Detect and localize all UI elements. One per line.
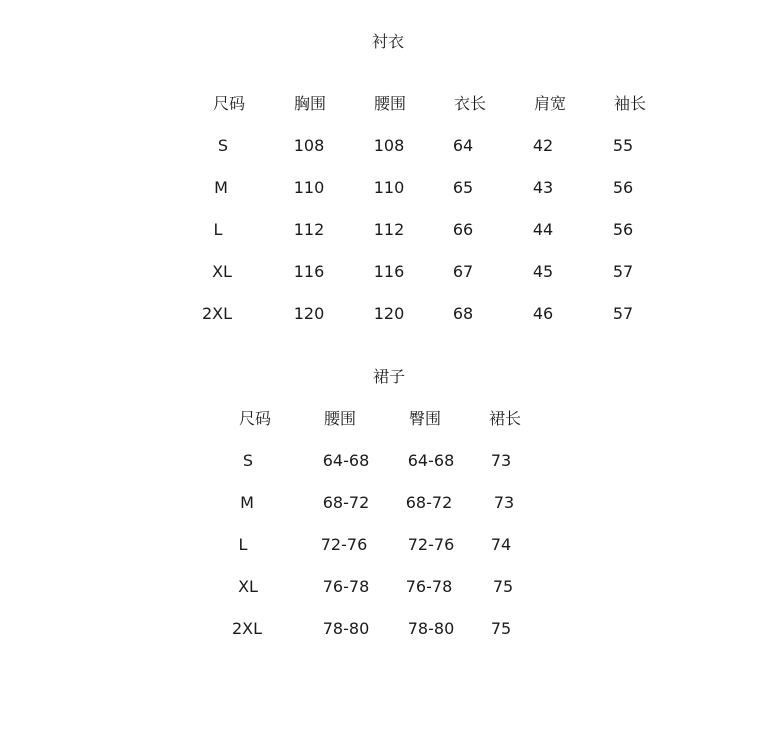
skirt-header-cell: 裙长 <box>488 409 522 428</box>
skirt-table-cell: 2XL <box>231 619 263 638</box>
shirt-table-cell: S <box>217 136 229 155</box>
skirt-header-cell: 臀围 <box>408 409 442 428</box>
shirt-table-cell: 2XL <box>201 304 233 323</box>
shirt-table-cell: 110 <box>293 178 325 197</box>
shirt-header-cell: 肩宽 <box>533 94 567 113</box>
shirt-table-cell: 110 <box>373 178 405 197</box>
shirt-header-cell: 胸围 <box>293 94 327 113</box>
shirt-table-cell: L <box>213 220 223 239</box>
skirt-table-cell: 64-68 <box>407 451 455 470</box>
shirt-table-cell: 112 <box>373 220 405 239</box>
shirt-table-cell: M <box>214 178 228 197</box>
shirt-header-cell: 腰围 <box>373 94 407 113</box>
skirt-table-cell: M <box>240 493 254 512</box>
shirt-table-cell: 112 <box>293 220 325 239</box>
shirt-table-cell: 56 <box>612 178 634 197</box>
shirt-table-cell: 64 <box>452 136 474 155</box>
shirt-table-cell: 46 <box>532 304 554 323</box>
skirt-table-title: 裙子 <box>373 367 406 386</box>
shirt-header-cell: 尺码 <box>212 94 246 113</box>
skirt-table-cell: 76-78 <box>322 577 370 596</box>
shirt-table-cell: 108 <box>293 136 325 155</box>
shirt-table-cell: 120 <box>373 304 405 323</box>
skirt-table-cell: XL <box>238 577 258 596</box>
skirt-table-cell: 74 <box>490 535 512 554</box>
skirt-table-cell: 78-80 <box>407 619 455 638</box>
skirt-table-cell: 68-72 <box>322 493 370 512</box>
shirt-table-cell: 57 <box>612 262 634 281</box>
shirt-header-cell: 衣长 <box>453 94 487 113</box>
shirt-table-cell: 108 <box>373 136 405 155</box>
skirt-table-cell: 76-78 <box>405 577 453 596</box>
shirt-header-cell: 袖长 <box>613 94 647 113</box>
skirt-table-cell: 72-76 <box>407 535 455 554</box>
skirt-table-cell: 64-68 <box>322 451 370 470</box>
skirt-table-cell: 73 <box>490 451 512 470</box>
shirt-table-cell: 66 <box>452 220 474 239</box>
shirt-table-cell: 65 <box>452 178 474 197</box>
skirt-table-cell: 68-72 <box>405 493 453 512</box>
shirt-table-cell: 116 <box>293 262 325 281</box>
shirt-table-cell: 44 <box>532 220 554 239</box>
shirt-table-cell: 42 <box>532 136 554 155</box>
shirt-table-cell: 57 <box>612 304 634 323</box>
shirt-table-cell: XL <box>212 262 232 281</box>
shirt-table-title: 衬衣 <box>372 32 405 51</box>
shirt-table-cell: 56 <box>612 220 634 239</box>
shirt-table-cell: 68 <box>452 304 474 323</box>
skirt-table-cell: 75 <box>490 619 512 638</box>
shirt-table-cell: 120 <box>293 304 325 323</box>
skirt-header-cell: 腰围 <box>323 409 357 428</box>
skirt-table-cell: 72-76 <box>320 535 368 554</box>
skirt-table-cell: 73 <box>493 493 515 512</box>
skirt-table-cell: 75 <box>492 577 514 596</box>
skirt-header-cell: 尺码 <box>238 409 272 428</box>
skirt-table-cell: L <box>238 535 248 554</box>
shirt-table-cell: 43 <box>532 178 554 197</box>
skirt-table-cell: 78-80 <box>322 619 370 638</box>
shirt-table-cell: 67 <box>452 262 474 281</box>
shirt-table-cell: 55 <box>612 136 634 155</box>
skirt-table-cell: S <box>242 451 254 470</box>
shirt-table-cell: 116 <box>373 262 405 281</box>
shirt-table-cell: 45 <box>532 262 554 281</box>
